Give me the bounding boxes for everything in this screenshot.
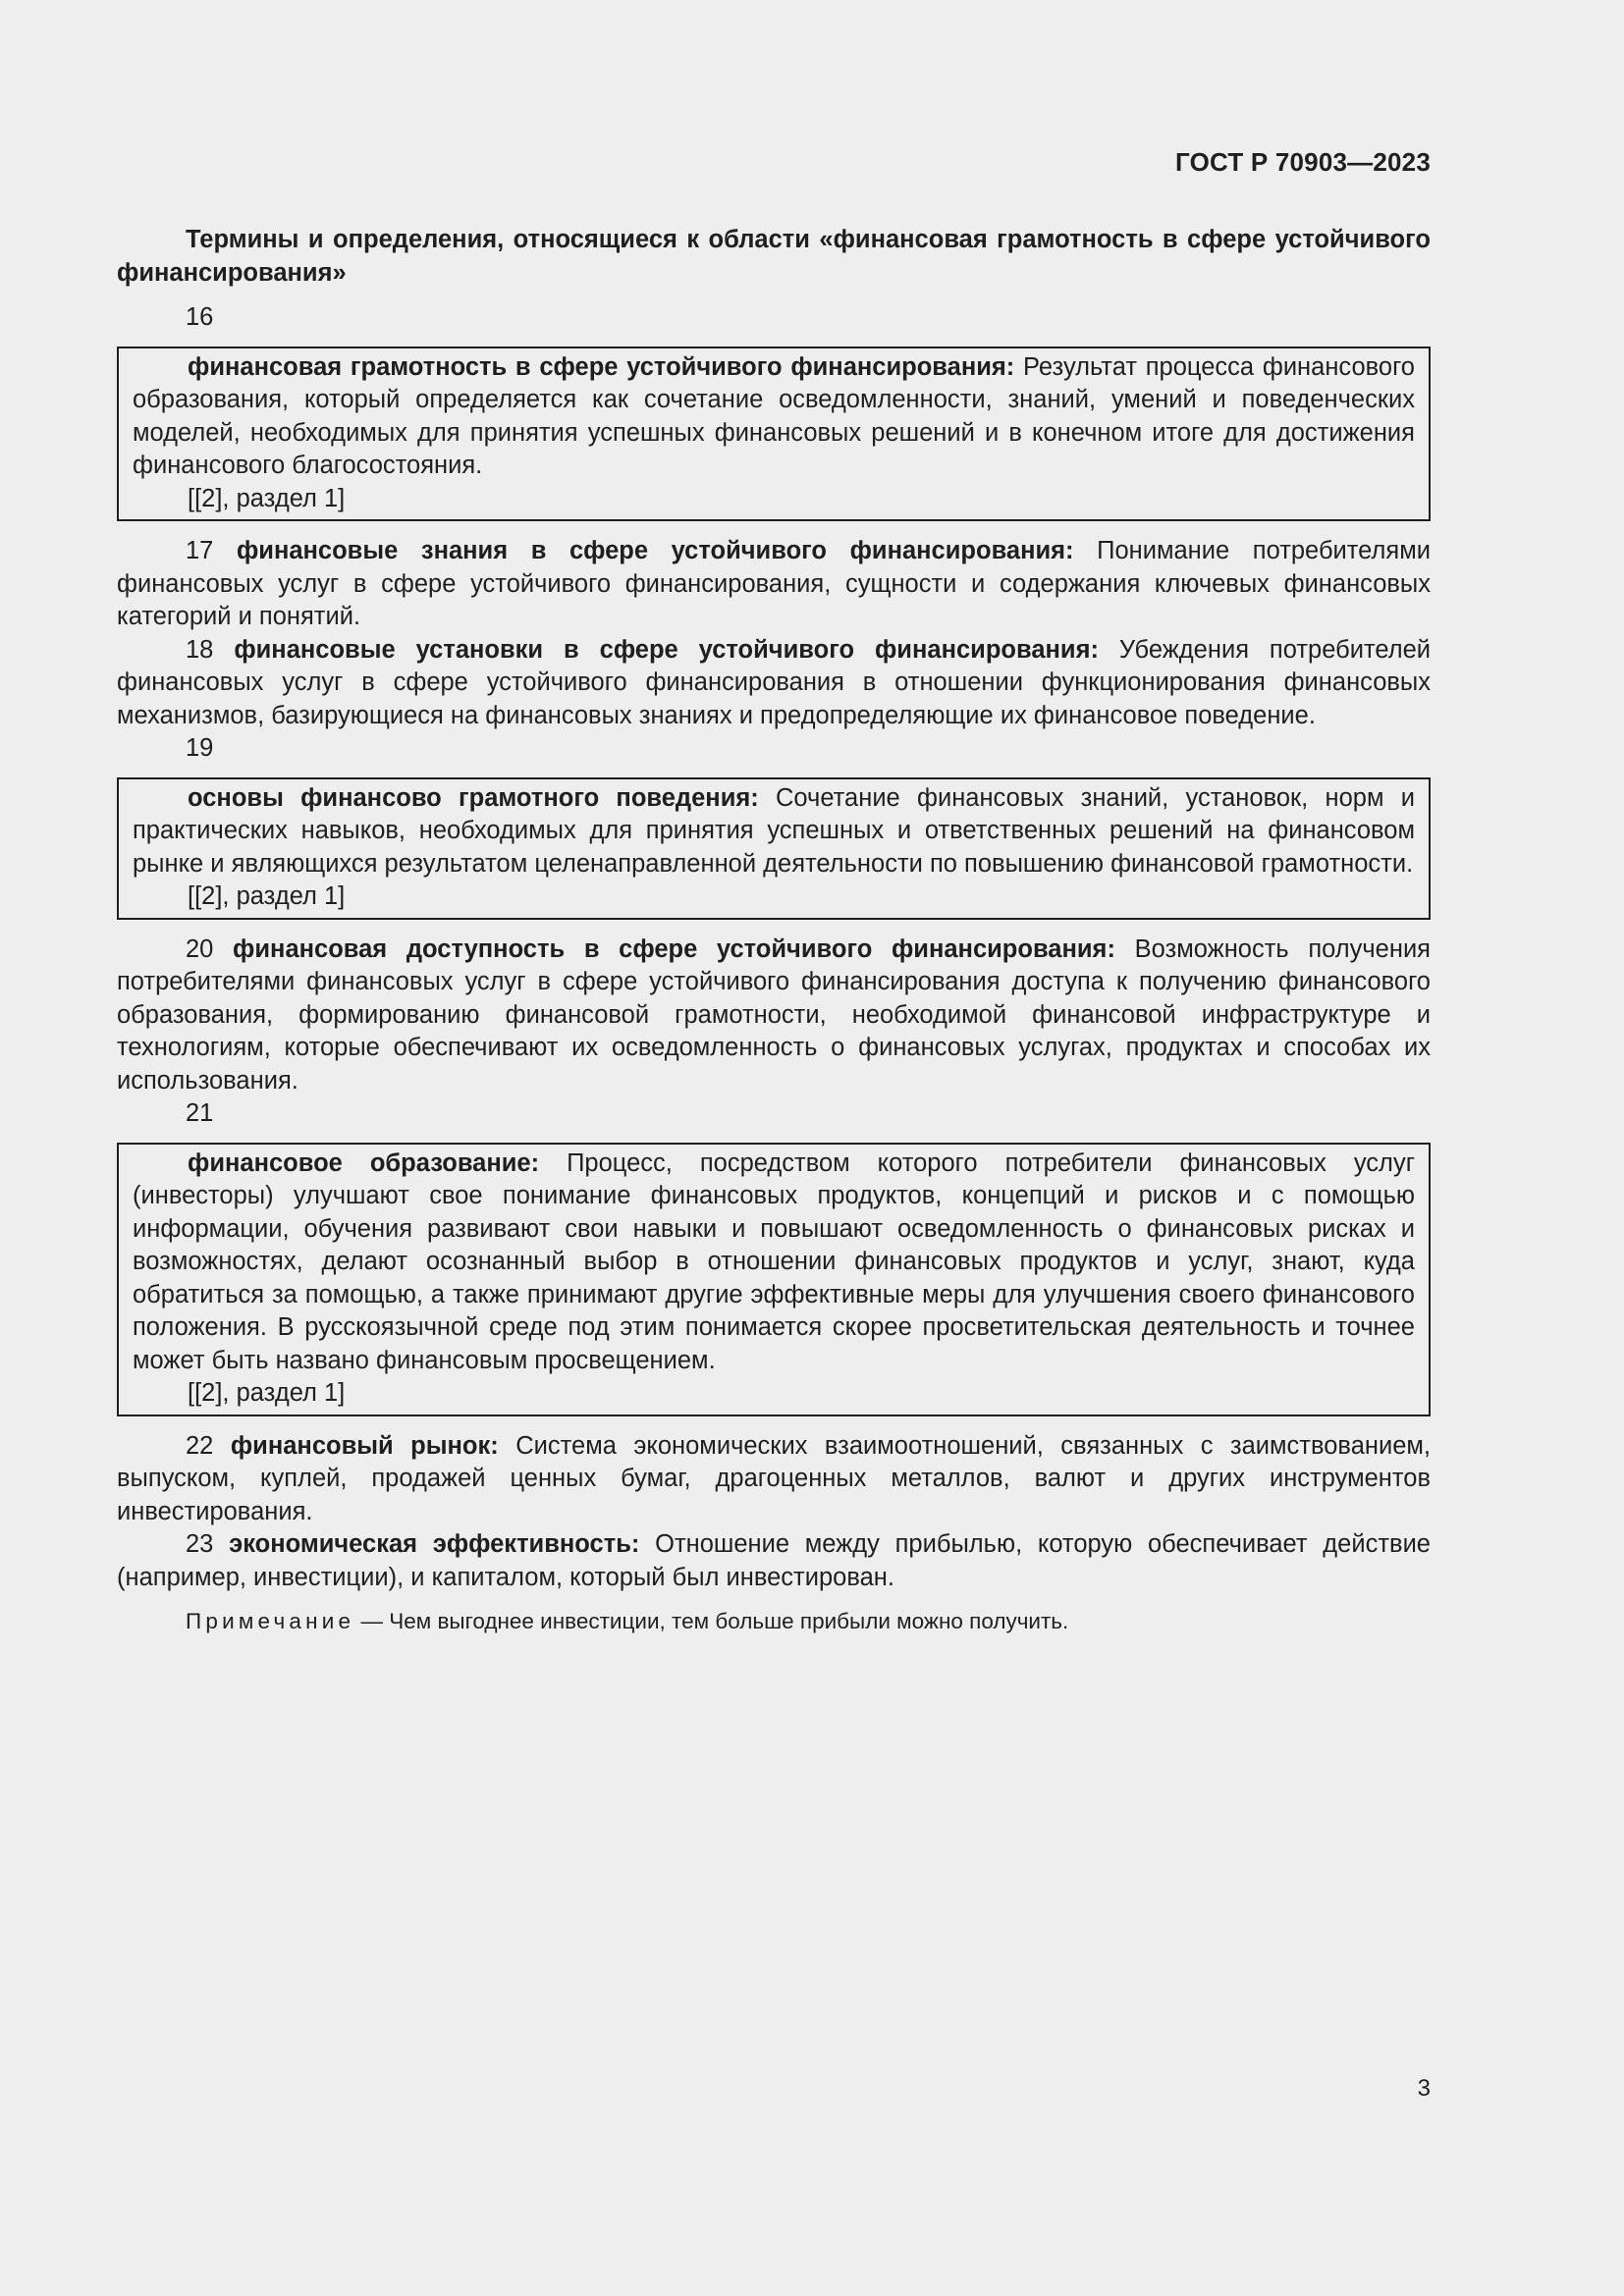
entry-number-16: 16 — [186, 303, 214, 331]
term-19: основы финансово грамотного поведения: — [188, 783, 759, 812]
term-box-16 — [117, 347, 1431, 522]
entry-22 — [117, 1430, 1431, 1529]
term-23: экономическая эффективность: — [229, 1530, 640, 1558]
entry-19 — [133, 782, 1415, 881]
note — [117, 1607, 1431, 1636]
source-21: [[2], раздел 1] — [188, 1379, 346, 1407]
entry-23 — [117, 1528, 1431, 1594]
page-content — [117, 224, 1431, 1636]
term-22: финансовый рынок: — [230, 1431, 499, 1460]
definition-19: Сочетание финансовых знаний, установок, норм и практических навыков, необходимых для принятия успешных и ответственных решений на финансовом рынке и являющихся результатом целенаправленной деятельности по повышению финансовой грамотности. — [133, 783, 1415, 878]
document-code: ГОСТ Р 70903—2023 — [1175, 147, 1431, 177]
note-text: — Чем выгоднее инвестиции, тем больше прибыли можно получить. — [360, 1609, 1069, 1633]
entry-number-21: 21 — [186, 1099, 214, 1127]
entry-number-18: 18 — [186, 635, 214, 664]
page-number: 3 — [1417, 2075, 1431, 2102]
definition-21: Процесс, посредством которого потребители финансовых услуг (инвесторы) улучшают свое понимание финансовых продуктов, концепций и рисков и с помощью информации, обучения развивают свои навыки и повышают осведомленность о финансовых рисках и возможностях, делают осознанный выбор в отношении финансовых продуктов и услуг, знают, куда обратиться за помощью, а также принимают другие эффективные меры для улучшения своего финансового положения. В русскоязычной среде под этим понимается скорее просветительская деятельность и точнее может быть названо финансовым просвещением. — [133, 1148, 1415, 1374]
entry-18 — [117, 634, 1431, 733]
definition-22: Система экономических взаимоотношений, связанных с заимствованием, выпуском, куплей, продажей ценных бумаг, драгоценных металлов, валют и других инструментов инвестирования. — [117, 1431, 1431, 1525]
term-17: финансовые знания в сфере устойчивого финансирования: — [236, 537, 1074, 564]
definition-18: Убеждения потребителей финансовых услуг в сфере устойчивого финансирования в отношении функционирования финансовых механизмов, базирующиеся на финансовых знаниях и предопределяющие их финансовое поведение. — [117, 635, 1431, 729]
term-16: финансовая грамотность в сфере устойчивого финансирования: — [188, 352, 1015, 381]
definition-20: Возможность получения потребителями финансовых услуг в сфере устойчивого финансирования доступа к получению финансового образования, формированию финансовой грамотности, необходимой финансовой инфраструктуре и технологиям, которые обеспечивают их осведомленность о финансовых услугах, продуктах и способах их использования. — [117, 934, 1431, 1095]
term-21: финансовое образование: — [188, 1148, 540, 1177]
source-16: [[2], раздел 1] — [188, 484, 346, 512]
term-box-21 — [117, 1143, 1431, 1416]
note-label: Примечание — [186, 1609, 355, 1633]
entry-number-19: 19 — [186, 734, 214, 762]
entry-number-22: 22 — [186, 1431, 214, 1460]
source-19: [[2], раздел 1] — [188, 882, 346, 910]
entry-21 — [133, 1148, 1415, 1378]
term-18: финансовые установки в сфере устойчивого финансирования: — [234, 635, 1099, 664]
entry-16 — [133, 351, 1415, 483]
entry-number-23: 23 — [186, 1530, 214, 1558]
term-box-19 — [117, 777, 1431, 920]
section-title: Термины и определения, относящиеся к области «финансовая грамотность в сфере устойчивого финансирования» — [117, 226, 1431, 287]
definition-16: Результат процесса финансового образования, который определяется как сочетание осведомленности, знаний, умений и поведенческих моделей, необходимых для принятия успешных финансовых решений и в конечном итоге для достижения финансового благосостояния. — [133, 352, 1415, 479]
definition-17: Понимание потребителями финансовых услуг в сфере устойчивого финансирования, сущности и содержания ключевых финансовых категорий и понятий. — [117, 537, 1431, 630]
entry-17 — [117, 535, 1431, 634]
entry-number-20: 20 — [186, 934, 214, 963]
term-20: финансовая доступность в сфере устойчивого финансирования: — [233, 934, 1115, 963]
definition-23: Отношение между прибылью, которую обеспечивает действие (например, инвестиции), и капиталом, который был инвестирован. — [117, 1530, 1431, 1591]
entry-number-17: 17 — [186, 537, 214, 564]
entry-20 — [117, 934, 1431, 1098]
